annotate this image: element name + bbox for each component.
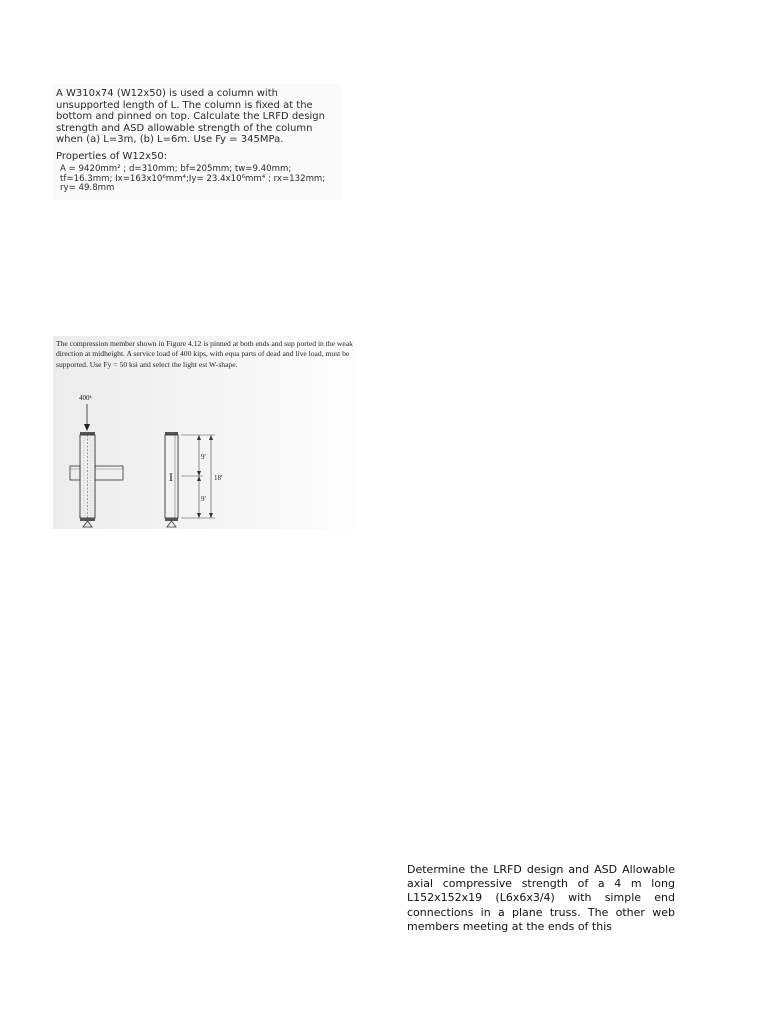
load-label: 400ᵏ (79, 394, 92, 402)
dim-arrow (197, 471, 201, 476)
problem-2-statement: The compression member shown in Figure 4.12 is pinned at both ends and sup ported in the weak direction at midheight. A service load of 400 kips, with equa parts of dead and live load, must be supported. Use Fy = 50 ksi and select the light est W-shape. (56, 339, 353, 369)
dim-arrow (197, 513, 201, 518)
problem-1-excerpt (53, 84, 341, 200)
column-weak-axis-view (165, 432, 223, 527)
upper-segment-label: 9′ (201, 453, 207, 461)
problem-1-statement: A W310x74 (W12x50) is used a column with unsupported length of L. The column is fixed at the bottom and pinned on top. Calculate the LRFD design strength and ASD allowable strength of the column when (a) L=3m, (b) L=6m. Use Fy = 345MPa. (56, 88, 325, 146)
top-cap-2 (165, 432, 178, 435)
lower-segment-label: 9′ (201, 495, 207, 503)
dim-arrow (209, 435, 213, 440)
column-figure (53, 336, 356, 529)
section-symbol: I (169, 470, 173, 484)
dim-arrow (209, 513, 213, 518)
total-length-label: 18′ (214, 474, 223, 482)
problem-3-statement: Determine the LRFD design and ASD Allowable axial compressive strength of a 4 m long L152x152x19 (L6x6x3/4) with simple end connections in a plane truss. The other web members meeting at the ends of this (407, 863, 675, 933)
column-elevation (70, 394, 123, 527)
pin-support-left (83, 521, 92, 527)
pin-support-right (167, 521, 176, 527)
properties-values: A = 9420mm² ; d=310mm; bf=205mm; tw=9.40mm; tf=16.3mm; Ix=163x10⁶mm⁴;Iy= 23.4x10⁶mm⁴ ; rx=132mm; ry= 49.8mm (60, 164, 326, 194)
top-cap (80, 432, 95, 435)
properties-heading: Properties of W12x50: (56, 151, 168, 162)
dim-arrow (197, 435, 201, 440)
right-brace-beam (95, 466, 123, 480)
problem-2-excerpt (53, 336, 356, 529)
dim-arrow (197, 476, 201, 481)
left-brace-beam (70, 466, 80, 480)
load-arrow-head (84, 424, 90, 431)
